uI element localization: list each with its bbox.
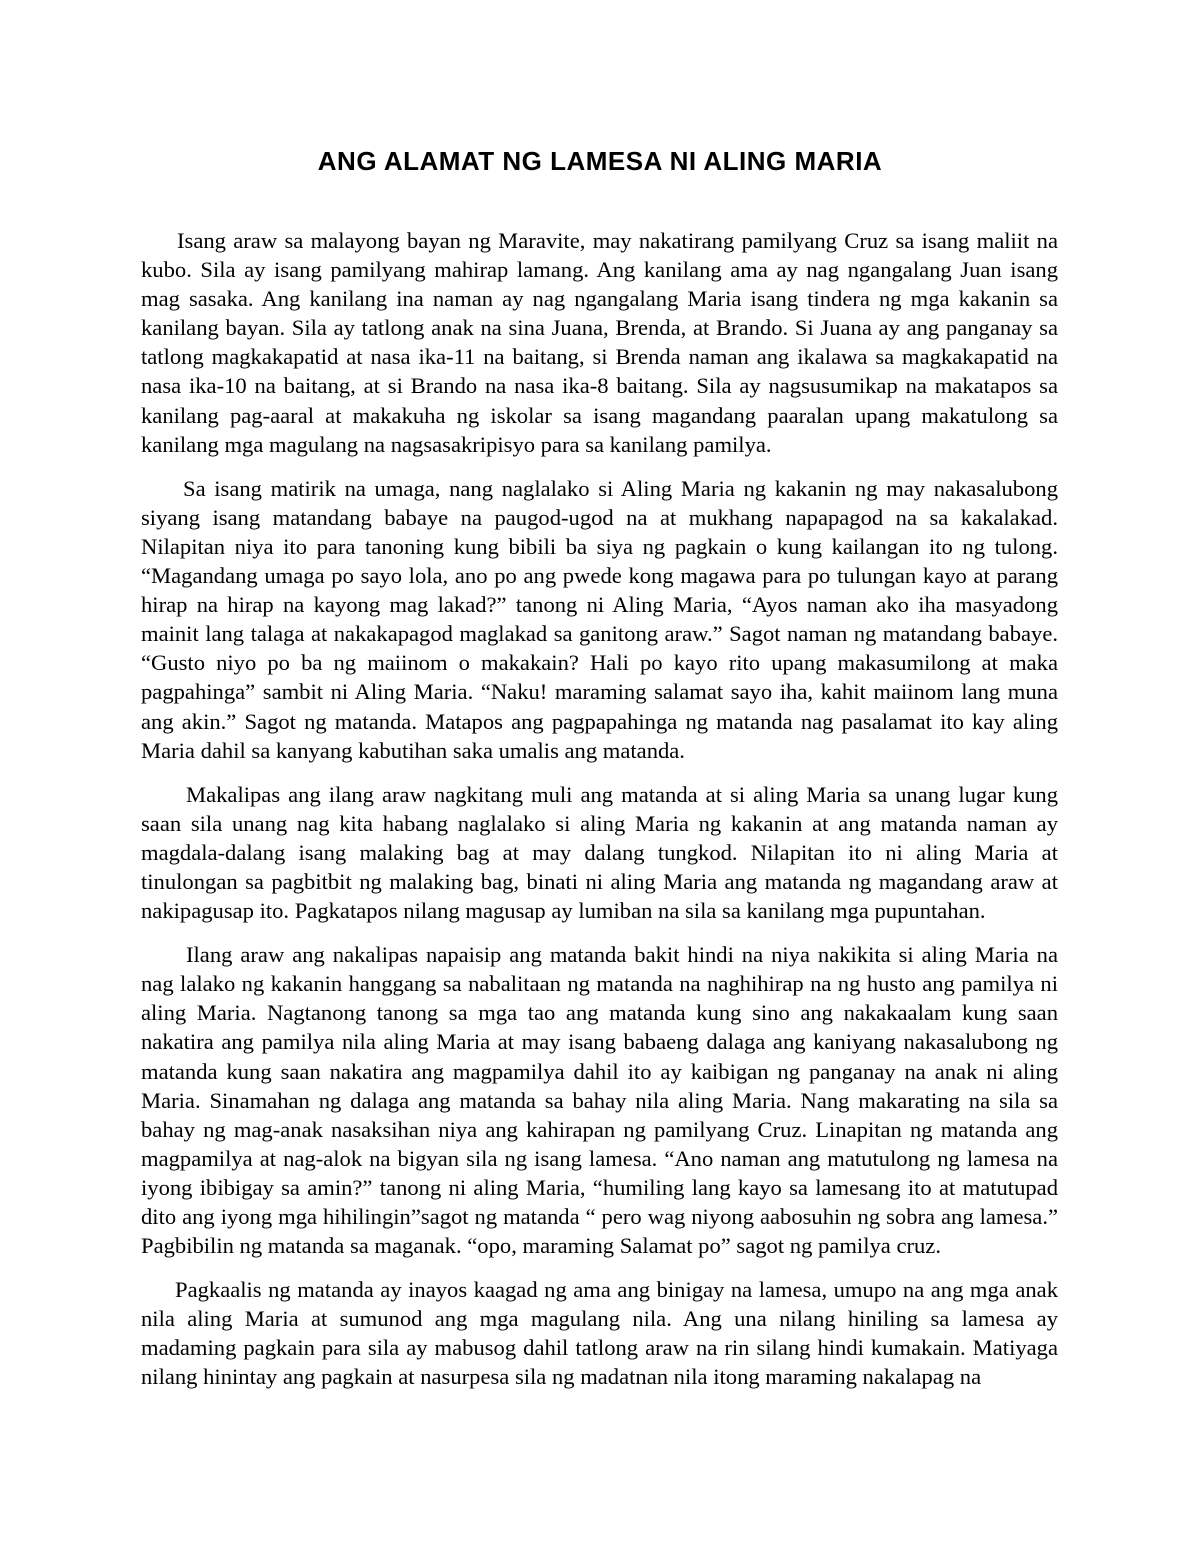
- paragraph-2: Sa isang matirik na umaga, nang naglalako si Aling Maria ng kakanin ng may nakasalubong siyang isang matandang babaye na paugod-ugod na at mukhang napapagod na sa kakalakad. Nilapitan niya ito para tanoning kung bibili ba siya ng pagkain o kung kailangan ito ng tulong. “Magandang umaga po sayo lola, ano po ang pwede kong magawa para po tulungan kayo at parang hirap na hirap na kayong mag lakad?” tanong ni Aling Maria, “Ayos naman ako iha masyadong mainit lang talaga at nakakapagod maglakad sa ganitong araw.” Sagot naman ng matandang babaye. “Gusto niyo po ba ng maiinom o makakain? Hali po kayo rito upang makasumilong at maka pagpahinga” sambit ni Aling Maria. “Naku! maraming salamat sayo iha, kahit maiinom lang muna ang akin.” Sagot ng matanda. Matapos ang pagpapahinga ng matanda nag pasalamat ito kay aling Maria dahil sa kanyang kabutihan saka umalis ang matanda.: [141, 475, 1058, 763]
- paragraph-5: Pagkaalis ng matanda ay inayos kaagad ng ama ang binigay na lamesa, umupo na ang mga anak nila aling Maria at sumunod ang mga magulang nila. Ang una nilang hiniling sa lamesa ay madaming pagkain para sila ay mabusog dahil tatlong araw na rin silang hindi kumakain. Matiyaga nilang hinintay ang pagkain at nasurpesa sila ng madatnan nila itong maraming nakalapag na: [141, 1277, 1058, 1390]
- paragraph-1: Isang araw sa malayong bayan ng Maravite, may nakatirang pamilyang Cruz sa isang maliit na kubo. Sila ay isang pamilyang mahirap lamang. Ang kanilang ama ay nag ngangalang Juan isang mag sasaka. Ang kanilang ina naman ay nag ngangalang Maria isang tindera ng mga kakanin sa kanilang bayan. Sila ay tatlong anak na sina Juana, Brenda, at Brando. Si Juana ay ang panganay sa tatlong magkakapatid at nasa ika-11 na baitang, si Brenda naman ang ikalawa sa magkakapatid na nasa ika-10 na baitang, at si Brando na nasa ika-8 baitang. Sila ay nagsusumikap na makatapos sa kanilang pag-aaral at makakuha ng iskolar sa isang magandang paaralan upang makatulong sa kanilang mga magulang na nagsasakripisyo para sa kanilang pamilya.: [141, 228, 1058, 457]
- page-title: ANG ALAMAT NG LAMESA NI ALING MARIA: [317, 146, 883, 176]
- paragraph-3: Makalipas ang ilang araw nagkitang muli ang matanda at si aling Maria sa unang lugar kung saan sila unang nag kita habang naglalako si aling Maria ng kakanin at ang matanda naman ay magdala-dalang isang malaking bag at may dalang tungkod. Nilapitan ito ni aling Maria at tinulongan sa pagbitbit ng malaking bag, binati ni aling Maria ang matanda ng magandang araw at nakipagusap ito. Pagkatapos nilang magusap ay lumiban na sila sa kanilang mga pupuntahan.: [141, 781, 1058, 924]
- paragraph-4: Ilang araw ang nakalipas napaisip ang matanda bakit hindi na niya nakikita si aling Maria na nag lalako ng kakanin hanggang sa nabalitaan ng matanda na naghihirap na ng husto ang pamilya ni aling Maria. Nagtanong tanong sa mga tao ang matanda kung sino ang nakakaalam kung saan nakatira ang pamilya nila aling Maria at may isang babaeng dalaga ang kaniyang nakasalubong ng matanda kung saan nakatira ang magpamilya dahil ito ay kaibigan ng panganay na anak ni aling Maria. Sinamahan ng dalaga ang matanda sa bahay nila aling Maria. Nang makarating na sila sa bahay ng mag-anak nasaksihan niya ang kahirapan ng pamilyang Cruz. Linapitan ng matanda ang magpamilya at nag-alok na bigyan sila ng isang lamesa. “Ano naman ang matutulong ng lamesa na iyong ibibigay sa amin?” tanong ni aling Maria, “humiling lang kayo sa lamesang ito at matutupad dito ang iyong mga hihilingin”sagot ng matanda “ pero wag niyong aabosuhin ng sobra ang lamesa.” Pagbibilin ng matanda sa maganak. “opo, maraming Salamat po” sagot ng pamilya cruz.: [141, 942, 1058, 1259]
- story-body: [141, 226, 1058, 1407]
